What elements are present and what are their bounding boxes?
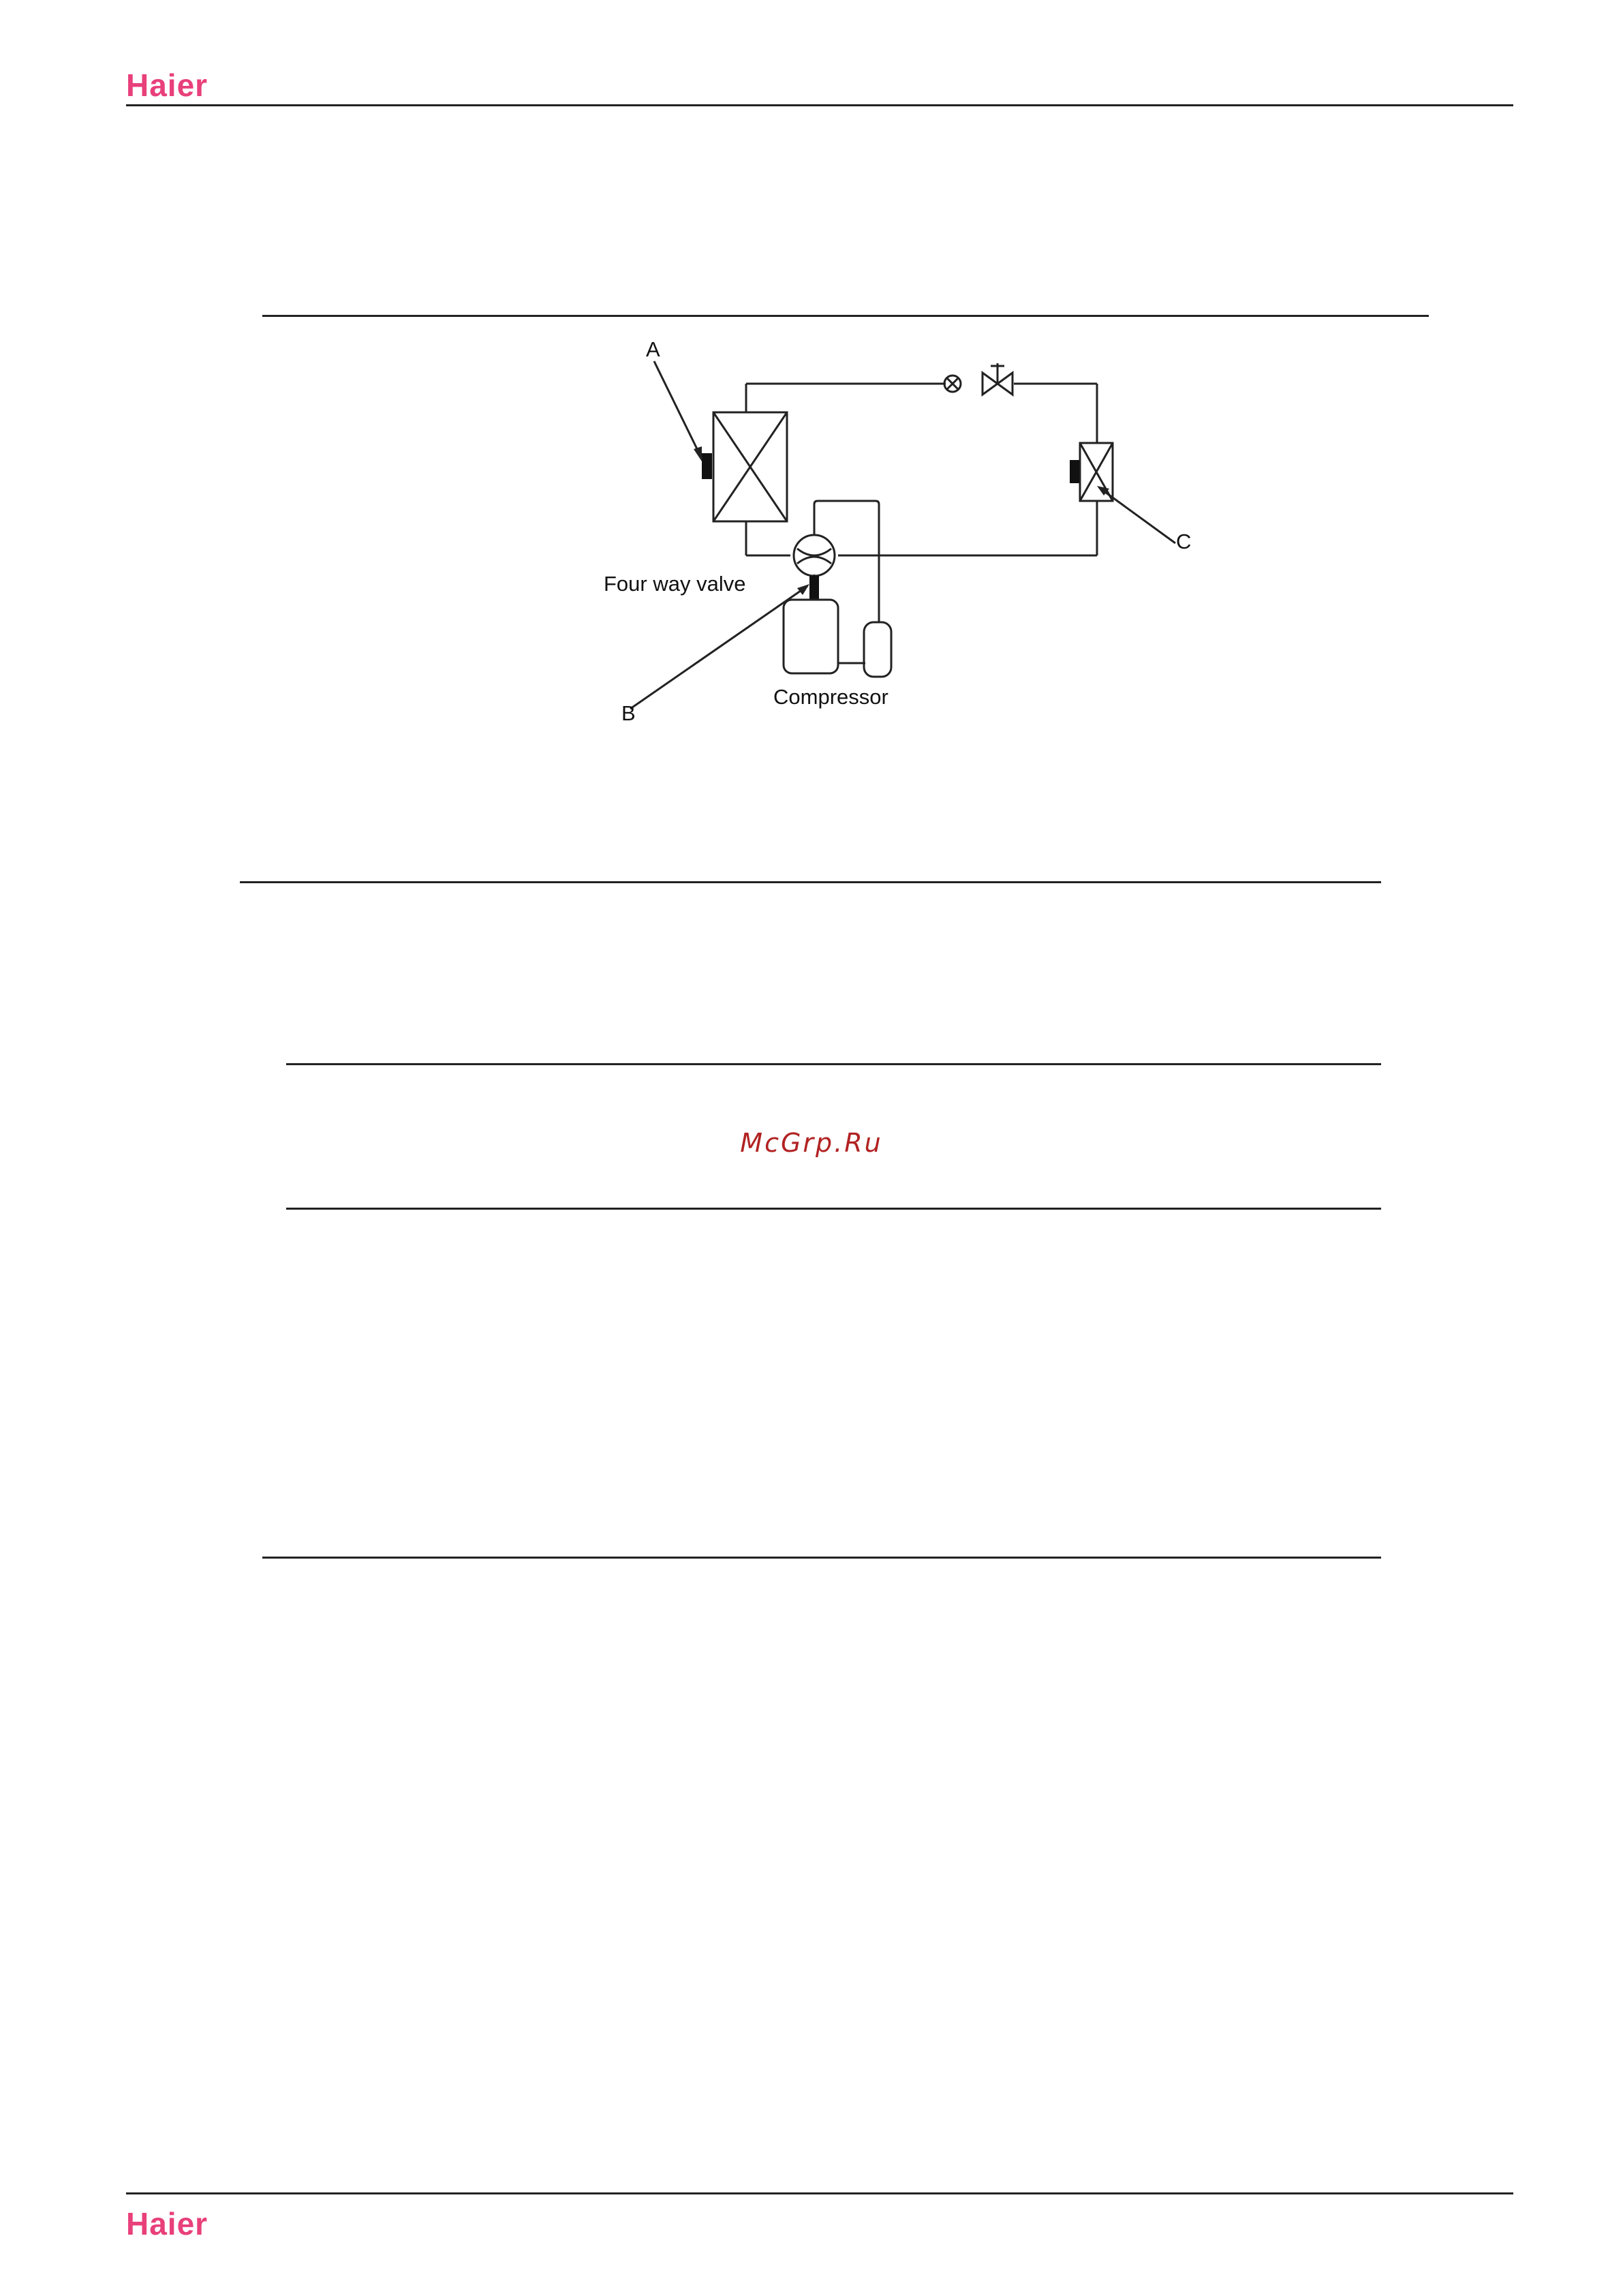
four-way-valve: [794, 535, 835, 576]
sensor-b: [809, 576, 819, 599]
section-rule-1: [262, 315, 1429, 317]
label-b: B: [621, 701, 636, 725]
section-rule-3: [262, 1557, 1381, 1559]
label-compressor: Compressor: [773, 685, 888, 709]
outdoor-heat-exchanger: [1080, 443, 1113, 501]
refrigeration-diagram: [566, 337, 1192, 726]
header-rule: [126, 104, 1513, 106]
table-rule-bottom: [286, 1208, 1381, 1210]
sensor-a: [702, 453, 712, 479]
header-logo: Haier: [126, 67, 208, 103]
section-rule-2: [240, 881, 1381, 883]
service-valve-symbol: [983, 363, 1013, 395]
label-c: C: [1176, 530, 1192, 553]
accumulator: [864, 622, 891, 677]
compressor-body: [784, 600, 838, 673]
indoor-heat-exchanger: [713, 412, 787, 521]
expansion-symbol: [944, 376, 961, 392]
sensor-c: [1070, 460, 1079, 483]
label-a: A: [646, 337, 660, 361]
footer-rule: [126, 2192, 1513, 2194]
table-rule-top: [286, 1063, 1381, 1065]
footer-logo: Haier: [126, 2206, 208, 2241]
watermark-text: McGrp.Ru: [740, 1128, 883, 1158]
label-four-way-valve: Four way valve: [604, 572, 746, 596]
